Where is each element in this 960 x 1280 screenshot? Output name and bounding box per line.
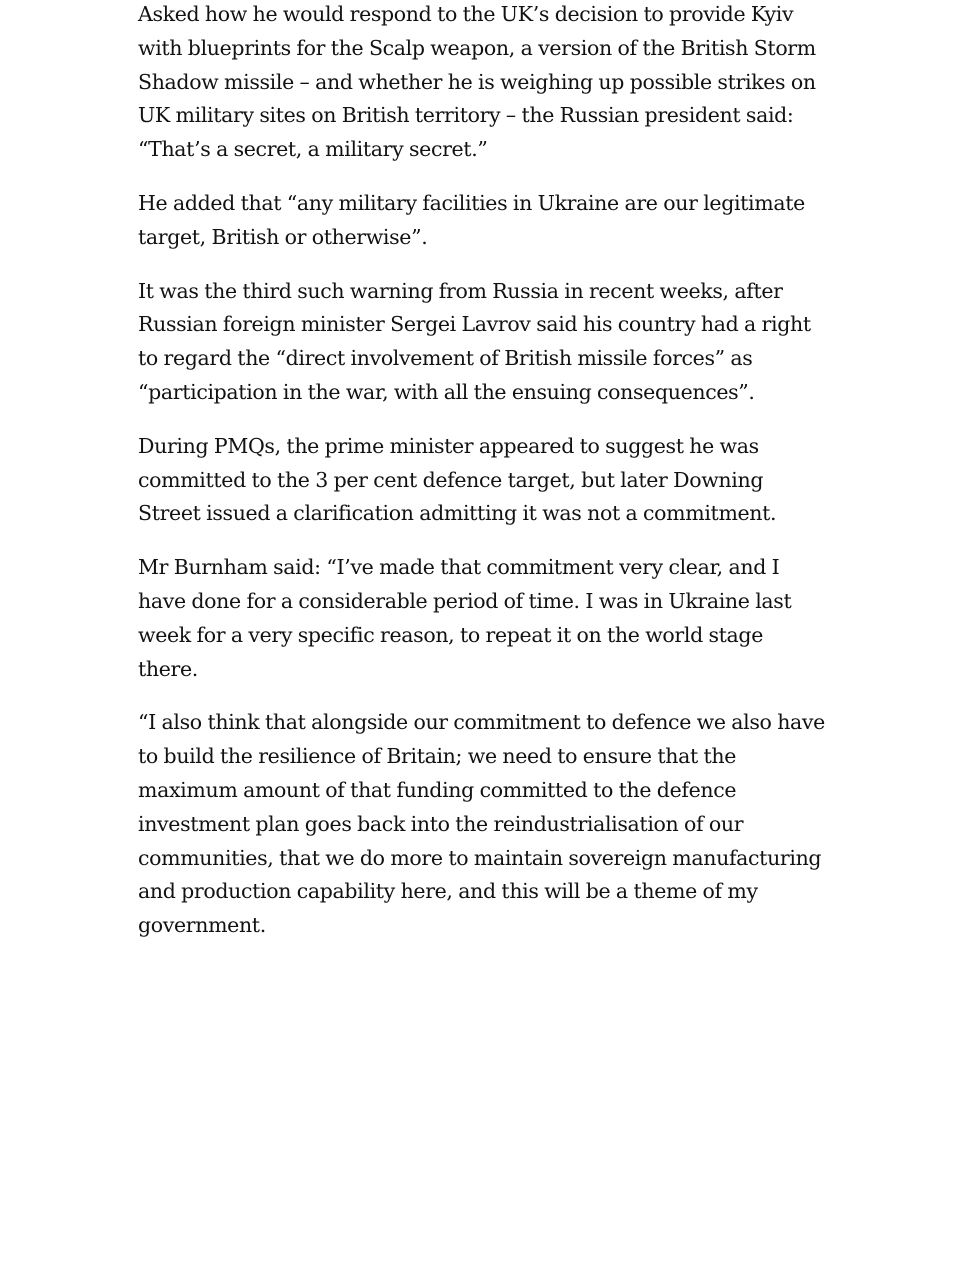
article-body [138, 0, 826, 963]
article-paragraph: It was the third such warning from Russia in recent weeks, after Russian foreign minister Sergei Lavrov said his country had a right to regard the “direct involvement of British missile forces” as “participation in the war, with all the ensuing consequences”. [138, 278, 811, 404]
article-paragraph: He added that “any military facilities in Ukraine are our legitimate target, British or otherwise”. [138, 190, 805, 249]
article-paragraph: During PMQs, the prime minister appeared to suggest he was committed to the 3 per cent defence target, but later Downing Street issued a clarification admitting it was not a commitment. [138, 433, 777, 526]
article-paragraph: “I also think that alongside our commitment to defence we also have to build the resilience of Britain; we need to ensure that the maximum amount of that funding committed to the defence investment plan goes back into the reindustrialisation of our communities, that we do more to maintain sovereign manufacturing and production capability here, and this will be a theme of my government. [138, 710, 825, 938]
article-paragraph: Mr Burnham said: “I’ve made that commitment very clear, and I have done for a considerable period of time. I was in Ukraine last week for a very specific reason, to repeat it on the world stage there. [138, 555, 792, 681]
article-paragraph: Asked how he would respond to the UK’s decision to provide Kyiv with blueprints for the Scalp weapon, a version of the British Storm Shadow missile – and whether he is weighing up possible strikes on UK military sites on British territory – the Russian president said: “That’s a secret, a military secret.” [138, 2, 816, 162]
